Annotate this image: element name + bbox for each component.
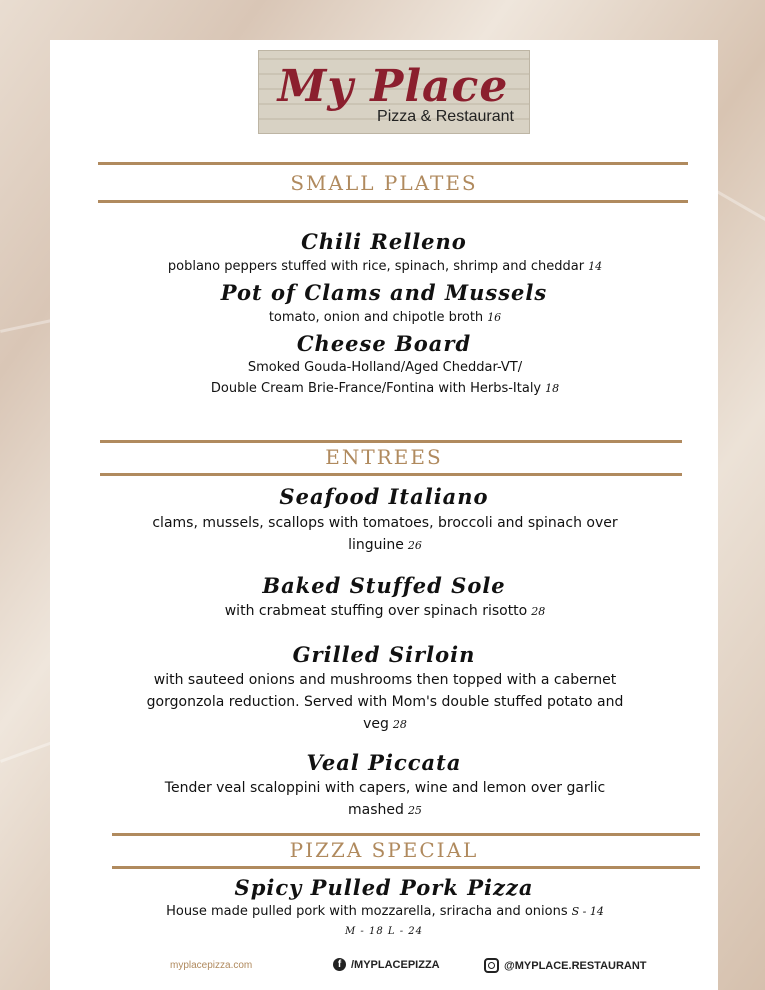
item-description bbox=[90, 600, 680, 623]
item-price: 25 bbox=[407, 804, 422, 817]
item-description bbox=[90, 777, 680, 822]
section-title-pizza-special: PIZZA SPECIAL bbox=[289, 838, 479, 862]
item-description-line bbox=[90, 799, 680, 822]
section-rule bbox=[98, 162, 688, 165]
item-description bbox=[90, 357, 680, 399]
item-price: 28 bbox=[392, 718, 407, 731]
facebook-handle: /MYPLACEPIZZA bbox=[351, 958, 440, 971]
item-description bbox=[90, 512, 680, 557]
footer-instagram[interactable] bbox=[484, 958, 647, 973]
item-price: 26 bbox=[407, 539, 422, 552]
item-description-text: linguine bbox=[348, 537, 404, 553]
item-name: Baked Stuffed Sole bbox=[262, 573, 506, 598]
item-name: Chili Relleno bbox=[301, 229, 467, 254]
item-name: Pot of Clams and Mussels bbox=[220, 280, 548, 305]
item-description-line bbox=[90, 378, 680, 399]
item-name: Veal Piccata bbox=[306, 750, 462, 775]
item-name: Spicy Pulled Pork Pizza bbox=[234, 875, 534, 900]
item-description-line: gorgonzola reduction. Served with Mom's double stuffed potato and bbox=[146, 694, 624, 710]
item-description-line bbox=[90, 534, 680, 557]
item-price: S - 14 bbox=[571, 905, 604, 918]
instagram-handle: @MYPLACE.RESTAURANT bbox=[504, 959, 647, 972]
footer-facebook[interactable] bbox=[333, 958, 440, 971]
item-description-text: with crabmeat stuffing over spinach risotto bbox=[224, 603, 528, 619]
item-description-text: House made pulled pork with mozzarella, sriracha and onions bbox=[166, 904, 568, 919]
item-name: Grilled Sirloin bbox=[292, 642, 476, 667]
section-title-small-plates: SMALL PLATES bbox=[290, 171, 478, 195]
marble-vein bbox=[0, 739, 57, 762]
restaurant-logo bbox=[258, 50, 528, 132]
section-rule bbox=[100, 473, 682, 476]
logo-subtitle: Pizza & Restaurant bbox=[377, 108, 514, 125]
item-price: 18 bbox=[545, 382, 560, 395]
section-title-entrees: ENTREES bbox=[325, 445, 443, 469]
item-description bbox=[90, 307, 680, 328]
item-price: 28 bbox=[531, 605, 546, 618]
item-name: Cheese Board bbox=[296, 331, 472, 356]
item-description-line: Tender veal scaloppini with capers, wine and lemon over garlic bbox=[164, 780, 606, 796]
logo-script-text: My Place bbox=[277, 61, 509, 112]
item-description-text: Double Cream Brie-France/Fontina with Herbs-Italy bbox=[210, 381, 542, 396]
section-rule bbox=[112, 866, 700, 869]
item-price: 16 bbox=[487, 311, 502, 324]
item-description-text: poblano peppers stuffed with rice, spinach, shrimp and cheddar bbox=[167, 259, 585, 274]
item-name: Seafood Italiano bbox=[279, 484, 489, 509]
item-description bbox=[90, 256, 680, 277]
section-rule bbox=[100, 440, 682, 443]
item-description bbox=[90, 669, 680, 736]
facebook-icon: f bbox=[333, 958, 346, 971]
item-sizes: M - 18 L - 24 bbox=[345, 926, 423, 937]
item-price: 14 bbox=[588, 260, 603, 273]
instagram-icon bbox=[484, 958, 499, 973]
item-description-text: tomato, onion and chipotle broth bbox=[268, 310, 484, 325]
section-rule bbox=[98, 200, 688, 203]
item-description-text: veg bbox=[363, 716, 389, 732]
item-description bbox=[90, 901, 680, 922]
item-description-text: mashed bbox=[348, 802, 404, 818]
footer-website-link[interactable]: myplacepizza.com bbox=[170, 960, 253, 971]
item-description-line: with sauteed onions and mushrooms then topped with a cabernet bbox=[153, 672, 617, 688]
item-description-line bbox=[90, 713, 680, 736]
item-description-line: Smoked Gouda-Holland/Aged Cheddar-VT/ bbox=[247, 360, 523, 375]
item-description-line: clams, mussels, scallops with tomatoes, broccoli and spinach over bbox=[152, 515, 618, 531]
section-rule bbox=[112, 833, 700, 836]
